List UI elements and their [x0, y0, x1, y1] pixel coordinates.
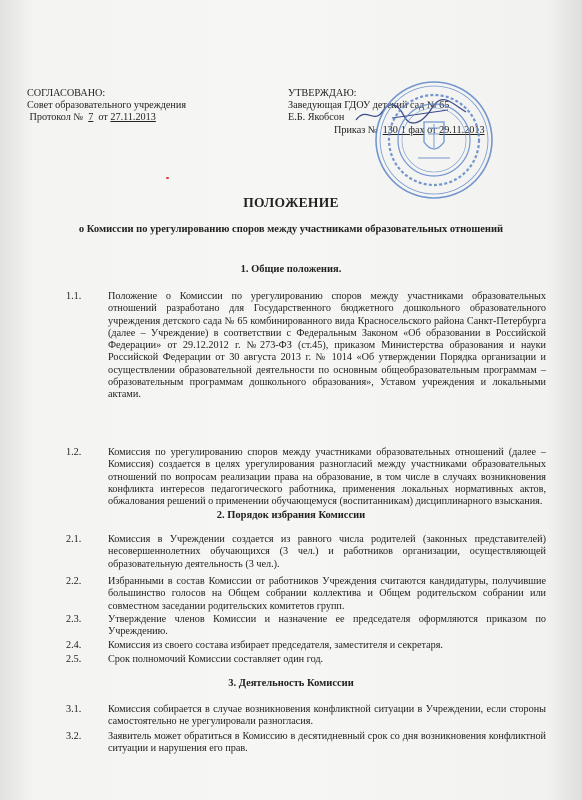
item-text: Избранными в состав Комиссии от работников Учреждения считаются кандидатуры, получившие большинство голосов на Общем собрании коллектива и Общем родительском собрании или совместном заседании родительских комитетов групп.: [108, 576, 546, 612]
item-text: Комиссия собирается в случае возникновения конфликтной ситуации в Учреждении, если стороны самостоятельно не урегулировали разногласия.: [108, 704, 546, 728]
section-heading-3: 3. Деятельность Комиссии: [228, 678, 354, 689]
protocol-date: 27.11.2013: [110, 112, 156, 124]
item-number: 2.5.: [66, 654, 82, 665]
order-date: 29.11.2013: [439, 124, 485, 136]
seal-stamp-icon: [372, 78, 496, 202]
list-item: [66, 654, 546, 666]
council-name: Совет образовательного учреждения: [27, 100, 187, 112]
protocol-number: 7: [88, 112, 94, 124]
section-heading-2: 2. Порядок избрания Комиссии: [216, 510, 366, 521]
item-number: 1.2.: [66, 447, 82, 458]
item-text: Положение о Комиссии по урегулированию споров между участниками образовательных отношений разработано для Государственного бюджетного дошкольного образовательного учреждения детского сада № 65 комбинированного вида Красносельского района Санкт-Петербурга (далее – Учреждение) в соответствии с Федеральным Законом «Об образовании в Российской Федерации» от 29.12.2012 г. №273-ФЗ (ст.45), приказом Министерства образования и науки Российской Федерации от 30 августа 2013 г. № 1014 «Об утверждении Порядка организации и осуществлении образовательной деятельности по основным общеобразовательным программам – образовательным программам дошкольного образования», Уставом учреждения и локальными актами.: [108, 291, 546, 401]
item-text: Срок полномочий Комиссии составляет один год.: [108, 654, 324, 665]
item-text: Комиссия в Учреждении создается из равного числа родителей (законных представителей) несовершеннолетних обучающихся (3 чел.) и работников организации, осуществляющей образовательную деятельность (3 чел.).: [108, 534, 546, 570]
item-number: 2.2.: [66, 576, 82, 587]
list-item: [66, 704, 546, 729]
document-title: ПОЛОЖЕНИЕ: [243, 195, 339, 210]
section-heading-1: 1. Общие положения.: [240, 264, 342, 275]
item-number: 3.2.: [66, 731, 82, 742]
list-item: [66, 640, 546, 652]
red-mark: [166, 177, 169, 179]
item-number: 2.4.: [66, 640, 82, 651]
item-text: Комиссия из своего состава избирает председателя, заместителя и секретаря.: [108, 640, 443, 651]
order-number: 130/1 фах: [382, 124, 425, 136]
item-number: 2.1.: [66, 534, 82, 545]
list-item: [66, 534, 546, 571]
item-number: 3.1.: [66, 704, 82, 715]
item-text: Утверждение членов Комиссии и назначение ее председателя оформляются приказом по Учреждению.: [108, 614, 546, 638]
list-item: [66, 731, 546, 756]
item-text: Заявитель может обратиться в Комиссию в десятидневный срок со дня возникновения конфликтной ситуации и нарушения его прав.: [108, 731, 546, 755]
document-subtitle: о Комиссии по урегулированию споров между участниками образовательных отношений: [78, 224, 504, 235]
item-number: 1.1.: [66, 291, 82, 302]
head-name: Е.Б. Якобсон: [288, 112, 345, 124]
item-number: 2.3.: [66, 614, 82, 625]
list-item: [66, 576, 546, 613]
head-title: Заведующая ГДОУ детский сад № 65: [288, 100, 450, 112]
list-item: [66, 614, 546, 639]
item-text: Комиссия по урегулированию споров между участниками образовательных отношений (далее – Комиссия) создается в целях урегулирования разногласий между участниками образовательных отношений по вопросам реализации права на образование, в том числе в случаях возникновения конфликта интересов педагогического работника, применения локальных нормативных актов, обжалования решений о применении обучающемуся (воспитанникам) дисциплинарного взыскания.: [108, 447, 546, 508]
protocol-line: Протокол № 7 от 27.11.2013: [29, 112, 156, 124]
approval-block-left: [27, 88, 186, 125]
list-item: [66, 447, 546, 508]
list-item: [66, 291, 546, 402]
agreed-label: СОГЛАСОВАНО:: [27, 88, 106, 99]
approve-label: УТВЕРЖДАЮ:: [288, 88, 357, 99]
order-line: Приказ № 130/1 фах от 29.11.2013: [334, 124, 485, 136]
